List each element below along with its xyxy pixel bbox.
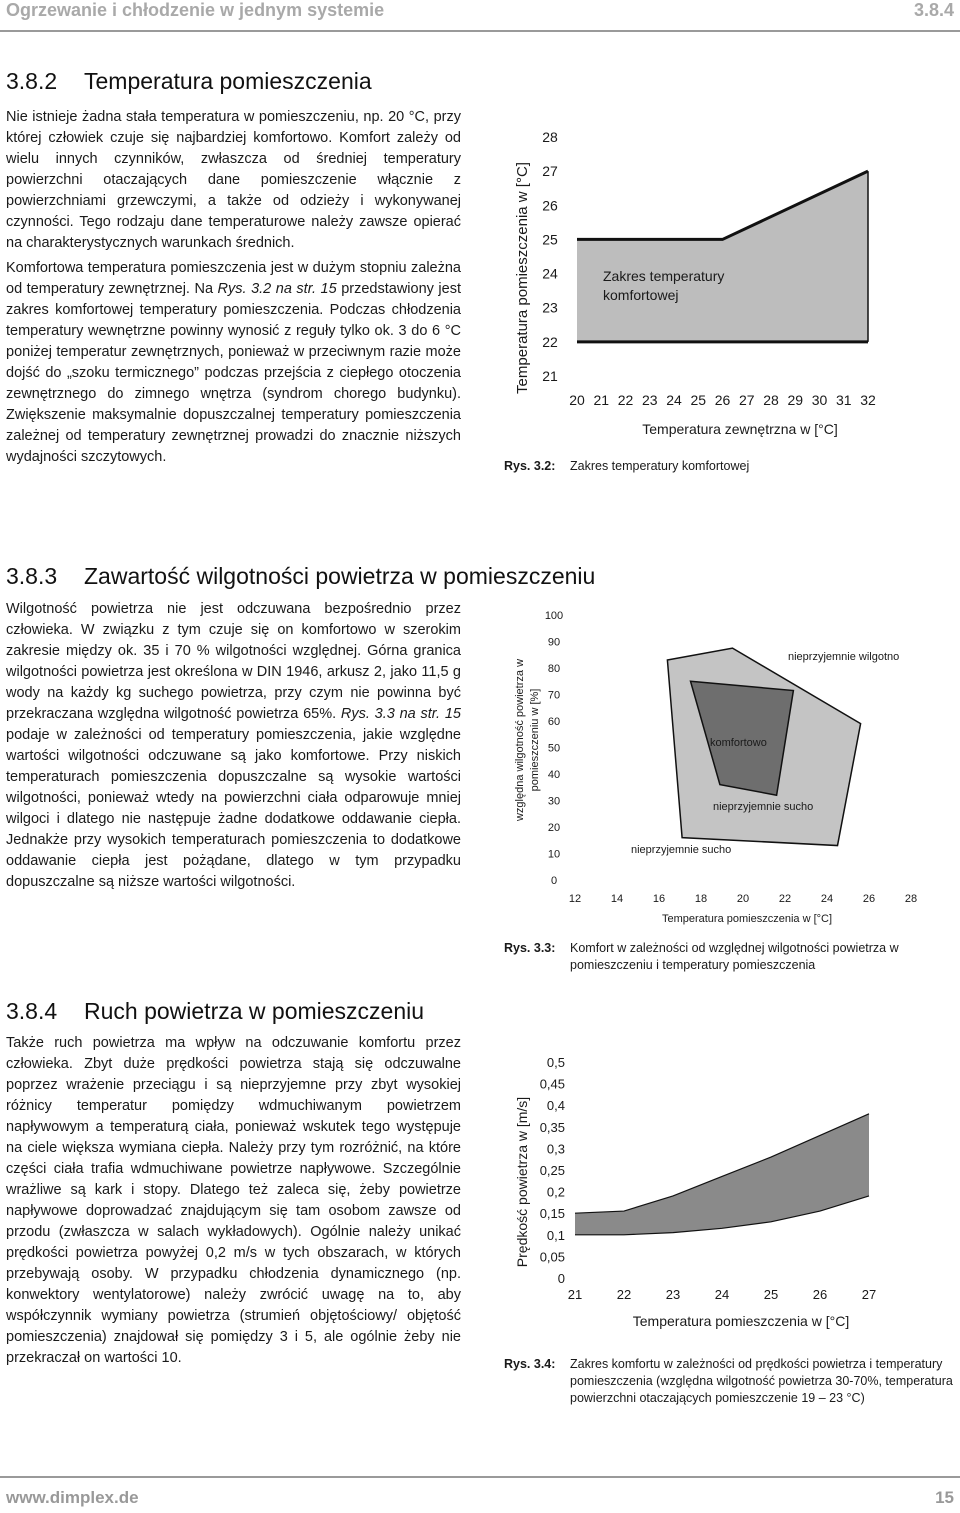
figure-32-x-tick: 28: [763, 392, 779, 408]
figure-33-label-dry-outer: nieprzyjemnie sucho: [631, 844, 732, 856]
figure-33-label-dry-inner: nieprzyjemnie sucho: [713, 801, 814, 813]
figure-33-y-tick: 0: [550, 875, 558, 887]
figure-34-x-tick: 22: [616, 1287, 632, 1302]
header-divider: [0, 30, 960, 32]
section-384-number: 3.8.4: [6, 998, 58, 1024]
section-382-number: 3.8.2: [6, 68, 58, 94]
section-382-paragraph-2: [6, 258, 461, 468]
figure-33-y-axis-label-line-2: pomieszczeniu w [%]: [529, 688, 541, 792]
figure-34-y-tick: 0,4: [546, 1098, 565, 1114]
figure-33-x-tick: 16: [652, 893, 666, 905]
figure-33-x-tick: 14: [610, 893, 624, 905]
figure-reference-link-33[interactable]: Rys. 3.3 na str. 15: [340, 706, 461, 722]
figure-34-y-tick: 0,05: [539, 1249, 565, 1265]
figure-32-area-fill: [577, 171, 868, 342]
figure-32-y-tick: 23: [542, 299, 558, 316]
figure-34-y-tick: 0,45: [539, 1076, 565, 1092]
figure-33-y-tick: 20: [547, 822, 561, 834]
figure-33-caption-label: Rys. 3.3:: [504, 941, 556, 955]
figure-32-x-tick: 30: [811, 392, 828, 408]
figure-32-x-tick: 22: [617, 392, 634, 408]
figure-32-x-tick: 23: [641, 392, 658, 408]
figure-33-x-tick: 24: [820, 893, 834, 905]
figure-32-x-axis-label: Temperatura zewnętrzna w [°C]: [642, 421, 838, 437]
figure-34-x-tick: 26: [812, 1287, 828, 1302]
section-383-title: Zawartość wilgotności powietrza w pomieszczeniu: [84, 563, 596, 589]
section-383-body: [6, 599, 461, 897]
footer-page-number: 15: [935, 1488, 954, 1507]
figure-34-y-tick: 0,25: [539, 1163, 565, 1178]
figure-34-caption-label: Rys. 3.4:: [504, 1357, 556, 1371]
figure-32-y-tick: 28: [542, 129, 558, 145]
figure-34-y-tick: 0: [557, 1271, 565, 1286]
figure-33-y-tick: 30: [547, 795, 561, 808]
figure-34-y-tick: 0,3: [546, 1141, 565, 1157]
section-383-p1-text-b: podaje w zależności od temperatury pomieszczenia, jakie względne wartości wilgotności odczuwane są jako komfortowe. Przy niskich temperaturach pomieszczenia dopuszczalne są wysokie wartości wilgotności, ponieważ wtedy na powierzchni ciała odparowuje mniej wilgoci i dlatego nie następuje żadne dodatkowe oddawanie ciepła. Jednakże przy wysokich temperaturach pomieszczenia to dodatkowe oddawanie ciepła jest pożądane, dlatego w tym przypadku dopuszczalne są niższe wartości wilgotności.: [6, 727, 461, 890]
section-384-body: [6, 1033, 461, 1373]
figure-34-x-tick: 24: [714, 1287, 730, 1302]
figure-32-x-tick: 32: [860, 392, 876, 408]
section-382-p2-text-b: przedstawiony jest zakres komfortowej temperatury pomieszczenia. Podczas chłodzenia temperatury wewnętrzne powinny wynosić z reguły tylko ok. 3 do 6 °C poniżej temperatur zewnętrznych, ponieważ w przeciwnym razie może dojść do „szoku termicznego” podczas przejścia z ciepłego otoczenia zewnętrznego do zimnego wnętrza (syndrom chorego budynku). Zwiększenie maksymalnie dopuszczalnej temperatury pomieszczenia zależnej od temperatury zewnętrznej prowadzi do znacznie niższych wydajności szczytowych.: [6, 281, 461, 465]
figure-34-caption: [504, 1356, 956, 1428]
figure-reference-link[interactable]: Rys. 3.2 na str. 15: [217, 281, 337, 297]
figure-33-y-tick: 70: [547, 689, 561, 702]
figure-34-y-tick: 0,1: [546, 1227, 565, 1243]
figure-33-y-tick: 60: [547, 716, 561, 728]
figure-33-x-tick: 12: [568, 893, 582, 905]
running-header-section: 3.8.4: [913, 0, 954, 20]
figure-32-y-axis-label-vertical: Temperatura pomieszczenia w [°C]: [514, 162, 531, 394]
section-382-p2-text-a: Komfortowa temperatura pomieszczenia jest w dużym stopniu zależna od temperatury zewnętrznej. Na: [6, 260, 461, 297]
figure-32-x-tick: 21: [593, 392, 610, 408]
figure-32-chart: [505, 120, 885, 450]
figure-32-x-tick: 31: [835, 392, 852, 408]
figure-32-y-tick: 21: [542, 368, 558, 384]
figure-33-x-tick: 22: [778, 893, 792, 905]
figure-32-x-tick: 26: [714, 392, 731, 408]
section-382-paragraph-1: Nie istnieje żadna stała temperatura w pomieszczeniu, np. 20 °C, przy której człowiek czuje się najbardziej komfortowo. Komfort zależy od wielu innych czynników, zwłaszcza od średniej temperatury powierzchni otaczających dane pomieszczenie włącznie z powierzchniami grzewczymi, a także od odzieży i wykonywanej czynności. Tego rodzaju dane temperaturowe należy zawsze opierać na charakterystycznych warunkach średnich.: [6, 109, 461, 251]
figure-32-annotation-line-2: komfortowej: [603, 287, 679, 303]
section-383-number: 3.8.3: [6, 563, 58, 589]
figure-32-y-tick: 27: [542, 163, 558, 180]
figure-32-y-tick: 22: [542, 333, 558, 350]
figure-33-y-tick: 100: [544, 610, 564, 622]
figure-34-x-axis-label: Temperatura pomieszczenia w [°C]: [632, 1313, 850, 1329]
figure-32-caption-text: Zakres temperatury komfortowej: [570, 459, 750, 473]
section-384-heading: [6, 998, 424, 1025]
figure-33-x-tick: 26: [862, 893, 876, 905]
figure-34-x-tick: 27: [861, 1287, 877, 1302]
figure-33-y-tick: 80: [547, 663, 561, 675]
footer-website[interactable]: www.dimplex.de: [6, 1488, 139, 1507]
figure-34-chart: [505, 1040, 905, 1340]
figure-33-label-comfort: komfortowo: [710, 737, 767, 749]
section-383-p1-text-a: Wilgotność powietrza nie jest odczuwana bezpośrednio przez człowieka. W związku z tym czuje się on komfortowo w szerokim zakresie między ok. 35 i 70 % wilgotności względnej. Górna granica wilgotności powietrza jest określona w DIN 1946, arkusz 2, jako 11,5 g wody na każdy kg suchego powietrza, przy czym nie powinna być przekraczana względna wilgotność powietrza 65%.: [6, 601, 461, 722]
section-383-paragraph-1: [6, 599, 461, 893]
figure-32-x-tick: 27: [738, 392, 755, 408]
figure-34-y-tick: 0,35: [539, 1119, 565, 1135]
figure-32-y-tick: 24: [542, 265, 558, 282]
figure-33-x-tick: 20: [736, 893, 750, 905]
figure-34-x-tick: 21: [567, 1287, 583, 1302]
figure-34-y-tick: 0,2: [546, 1184, 565, 1200]
figure-33-chart: [505, 600, 945, 930]
figure-34-y-tick: 0,15: [539, 1206, 565, 1222]
figure-34-caption-text: Zakres komfortu w zależności od prędkości powietrza i temperatury pomieszczenia (względna wilgotność powietrza 30-70%, temperatura powierzchni otaczających pomieszczenie 19 – 23 °C): [570, 1357, 953, 1405]
footer-divider: [0, 1476, 960, 1478]
figure-33-x-tick: 18: [694, 893, 708, 905]
figure-32-comfort-area: [577, 171, 868, 342]
figure-33-caption-text: Komfort w zależności od względnej wilgotności powietrza w pomieszczeniu i temperatury pomieszczenia: [570, 941, 899, 972]
figure-33-x-tick: 28: [904, 893, 918, 905]
figure-33-caption: [504, 940, 954, 976]
section-382-title: Temperatura pomieszczenia: [84, 68, 372, 94]
figure-32-x-tick: 25: [690, 392, 707, 408]
figure-33-y-axis-label-line-1: względna wilgotność powietrza w: [514, 658, 526, 822]
section-383-heading: [6, 563, 595, 590]
figure-34-x-tick: 25: [763, 1287, 779, 1302]
figure-33-y-tick: 50: [547, 742, 561, 755]
section-384-title: Ruch powietrza w pomieszczeniu: [84, 998, 425, 1024]
figure-34-area-fill: [575, 1114, 869, 1235]
section-382-body: [6, 107, 461, 472]
section-384-paragraph-1: Także ruch powietrza ma wpływ na odczuwanie komfortu przez człowieka. Zbyt duże prędkości powietrza stają się odczuwalne poprzez wrażenie przeciągu i są nieprzyjemne przy zbyt wysokiej różnicy temperatur pomiędzy wdmuchiwanym powietrzem napływowym a temperaturą ciała, ponieważ wskutek tego występuje na ciele większa wymiana ciepła. Należy przy tym rozróżnić, na które części ciała trafia wdmuchiwane powietrze napływowe. Szczególnie wrażliwe są kark i stopy. Dlatego też zaleca się, żeby powietrze napływowe doprowadzać znajdującym się tam osobom zawsze od przodu (zwłaszcza w salach wykładowych). Ogólnie należy unikać prędkości powietrza powyżej 0,2 m/s w tych obszarach, w których przebywają osoby. W przypadku chłodzenia dynamicznego (np. konwektory wentylatorowe) należy zwrócić uwagę na to, aby współczynnik wymiany powietrza (strumień objętościowy/ objętość pomieszczenia) znajdował się pomiędzy 3 i 5, ale ogólnie żeby nie przekraczał on wartości 10.: [6, 1035, 461, 1366]
figure-33-y-tick: 90: [547, 636, 561, 649]
figure-32-caption: [504, 458, 954, 478]
figure-32-x-tick: 20: [569, 392, 585, 408]
figure-34-y-tick: 0,5: [546, 1055, 565, 1070]
figure-32-y-axis-title: [505, 120, 535, 450]
figure-32-y-tick: 25: [542, 231, 558, 248]
figure-34-x-tick: 23: [665, 1287, 681, 1302]
section-382-heading: [6, 68, 372, 95]
figure-33-y-tick: 10: [547, 848, 561, 861]
figure-34-y-axis-label: Prędkość powietrza w [m/s]: [514, 1096, 530, 1268]
figure-32-y-tick: 26: [542, 197, 558, 214]
figure-33-y-tick: 40: [547, 769, 561, 781]
figure-33-label-wet: nieprzyjemnie wilgotno: [788, 651, 900, 663]
figure-33-x-axis-label: Temperatura pomieszczenia w [°C]: [661, 913, 833, 925]
running-header-title: Ogrzewanie i chłodzenie w jednym systemie: [6, 0, 385, 20]
figure-32-x-tick: 24: [666, 392, 682, 408]
figure-32-x-tick: 29: [787, 392, 804, 408]
figure-32-caption-label: Rys. 3.2:: [504, 459, 556, 473]
figure-32-annotation-line-1: Zakres temperatury: [603, 268, 725, 284]
